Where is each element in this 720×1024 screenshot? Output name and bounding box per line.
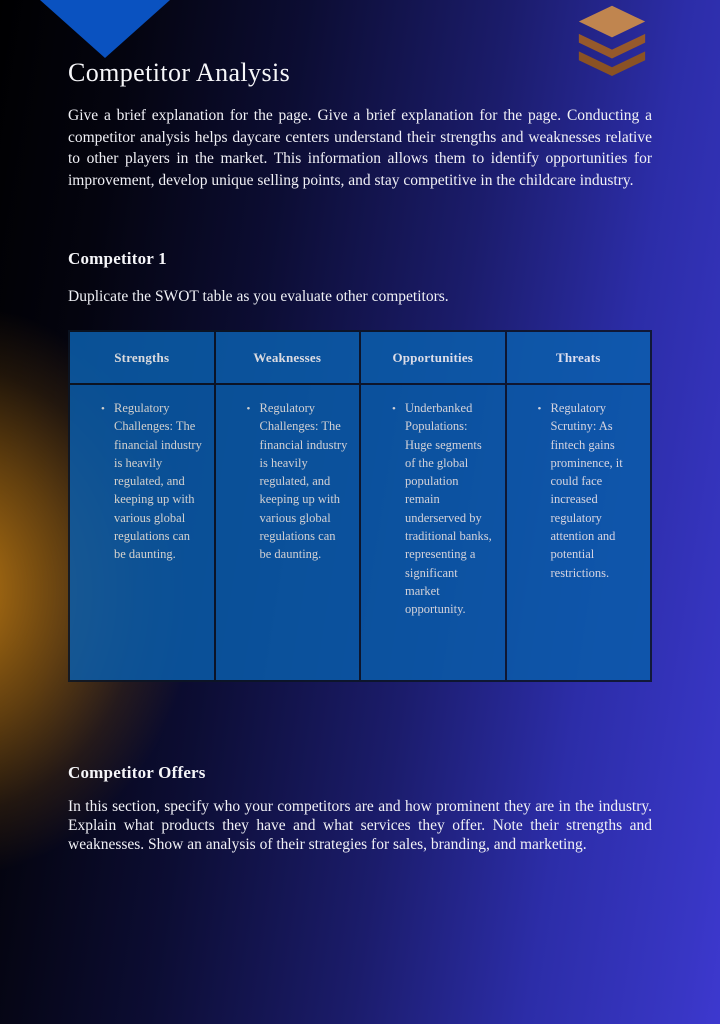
swot-header-opportunities: Opportunities — [361, 332, 505, 385]
competitor-offers-paragraph: In this section, specify who your competitors are and how prominent they are in the industry. Explain what products they have and what services they offer. Note their strengths and weaknesses. Show an analysis of their strategies for sales, branding, and marketing. — [68, 798, 652, 853]
swot-list-opportunities — [405, 399, 495, 619]
triangle-accent-icon — [40, 0, 170, 58]
swot-instruction-note: Duplicate the SWOT table as you evaluate other competitors. — [68, 288, 449, 305]
swot-list-strengths — [114, 399, 204, 564]
swot-column-threats — [507, 332, 651, 680]
swot-column-weaknesses — [216, 332, 360, 680]
swot-cell-weaknesses — [216, 385, 360, 680]
swot-table — [68, 330, 652, 682]
swot-column-opportunities — [361, 332, 505, 680]
competitor-offers-heading: Competitor Offers — [68, 763, 206, 782]
swot-list-threats — [551, 399, 641, 582]
swot-item: • Underbanked Populations: Huge segments of the global population remain underserved by traditional banks, representing a significant market opportunity. — [405, 399, 495, 619]
swot-cell-opportunities — [361, 385, 505, 680]
swot-header-strengths: Strengths — [70, 332, 214, 385]
competitor-1-heading: Competitor 1 — [68, 249, 167, 268]
swot-item: • Regulatory Challenges: The financial industry is heavily regulated, and keeping up with various global regulations can be daunting. — [260, 399, 350, 564]
swot-item: • Regulatory Scrutiny: As fintech gains prominence, it could face increased regulatory attention and potential restrictions. — [551, 399, 641, 582]
swot-header-threats: Threats — [507, 332, 651, 385]
swot-column-strengths — [70, 332, 214, 680]
layers-chevron-1-shape — [579, 34, 645, 59]
page-title: Competitor Analysis — [68, 58, 291, 87]
layers-diamond-shape — [579, 6, 645, 38]
triangle-shape — [40, 0, 170, 58]
page-intro-paragraph: Give a brief explanation for the page. Give a brief explanation for the page. Conducting a competitor analysis helps daycare centers understand their strengths and weaknesses relative to other players in the market. This information allows them to identify opportunities for improvement, develop unique selling points, and stay competitive in the childcare industry. — [68, 107, 652, 189]
swot-item: • Regulatory Challenges: The financial industry is heavily regulated, and keeping up with various global regulations can be daunting. — [114, 399, 204, 564]
swot-cell-threats — [507, 385, 651, 680]
swot-list-weaknesses — [260, 399, 350, 564]
swot-header-weaknesses: Weaknesses — [216, 332, 360, 385]
swot-cell-strengths — [70, 385, 214, 680]
